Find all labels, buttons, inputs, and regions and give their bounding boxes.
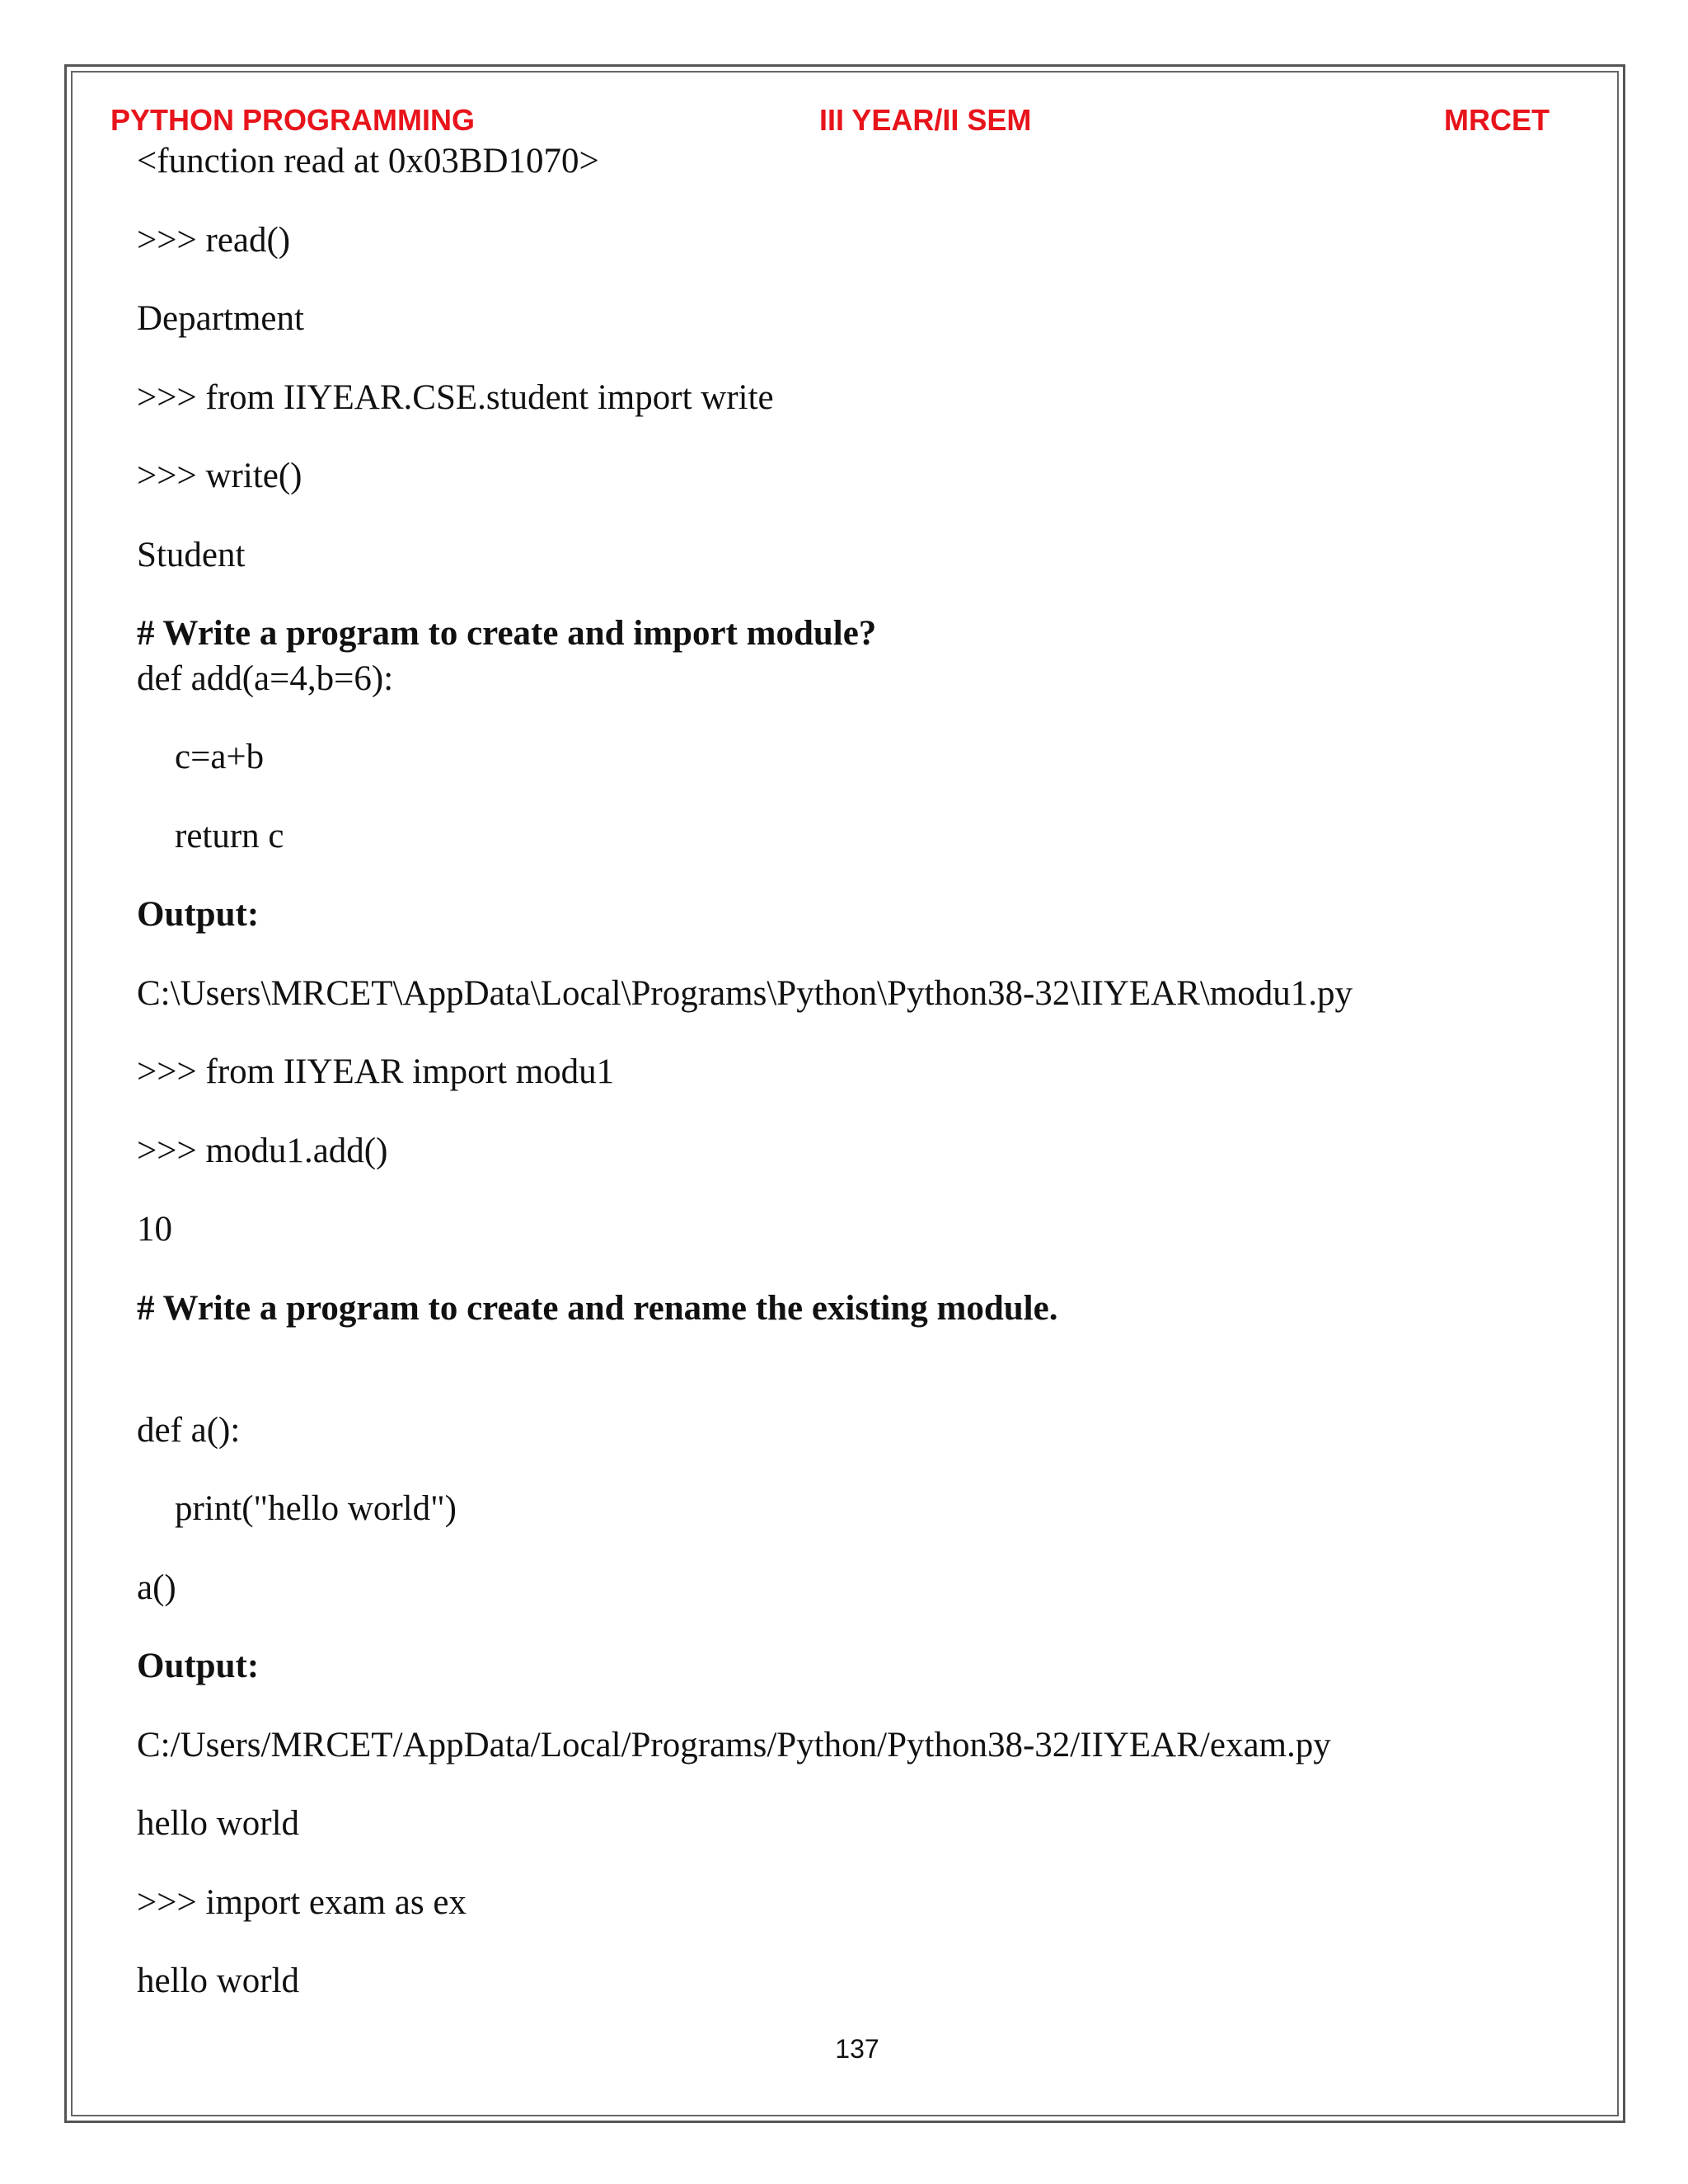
- section-heading-rename-module: # Write a program to create and rename the existing module.: [137, 1289, 1058, 1328]
- output-line-modu1-add: >>> modu1.add(): [137, 1132, 388, 1170]
- code-line-return: return c: [175, 817, 284, 855]
- text-line-import-write: >>> from IIYEAR.CSE.student import write: [137, 378, 774, 417]
- code-line-sum: c=a+b: [175, 738, 265, 776]
- section-heading-import-module: # Write a program to create and import module?: [137, 614, 877, 653]
- output-line-result: 10: [137, 1210, 172, 1249]
- output-line-hello-1: hello world: [137, 1804, 300, 1843]
- header-year-sem: III YEAR/II SEM: [819, 103, 1032, 137]
- text-line-write-call: >>> write(): [137, 457, 302, 495]
- header-institution: MRCET: [1444, 103, 1550, 137]
- output-path-modu1: C:\Users\MRCET\AppData\Local\Programs\Python\Python38-32\IIYEAR\modu1.py: [137, 974, 1353, 1013]
- code-line-print: print("hello world"): [175, 1489, 457, 1528]
- page-number: 137: [835, 2034, 879, 2064]
- code-line-call-a: a(): [137, 1568, 176, 1607]
- output-line-hello-2: hello world: [137, 1961, 300, 2000]
- code-line-def-a: def a():: [137, 1411, 241, 1450]
- output-line-import-exam: >>> import exam as ex: [137, 1883, 467, 1922]
- output-label-1: Output:: [137, 895, 260, 934]
- code-line-def-add: def add(a=4,b=6):: [137, 659, 394, 698]
- text-line-function-repr: <function read at 0x03BD1070>: [137, 142, 599, 180]
- text-line-read-call: >>> read(): [137, 221, 291, 260]
- text-line-department: Department: [137, 299, 304, 338]
- output-path-exam: C:/Users/MRCET/AppData/Local/Programs/Python/Python38-32/IIYEAR/exam.py: [137, 1726, 1331, 1765]
- output-line-import-modu1: >>> from IIYEAR import modu1: [137, 1052, 615, 1091]
- text-line-student: Student: [137, 536, 246, 574]
- output-label-2: Output:: [137, 1647, 260, 1685]
- header-course-title: PYTHON PROGRAMMING: [110, 103, 476, 137]
